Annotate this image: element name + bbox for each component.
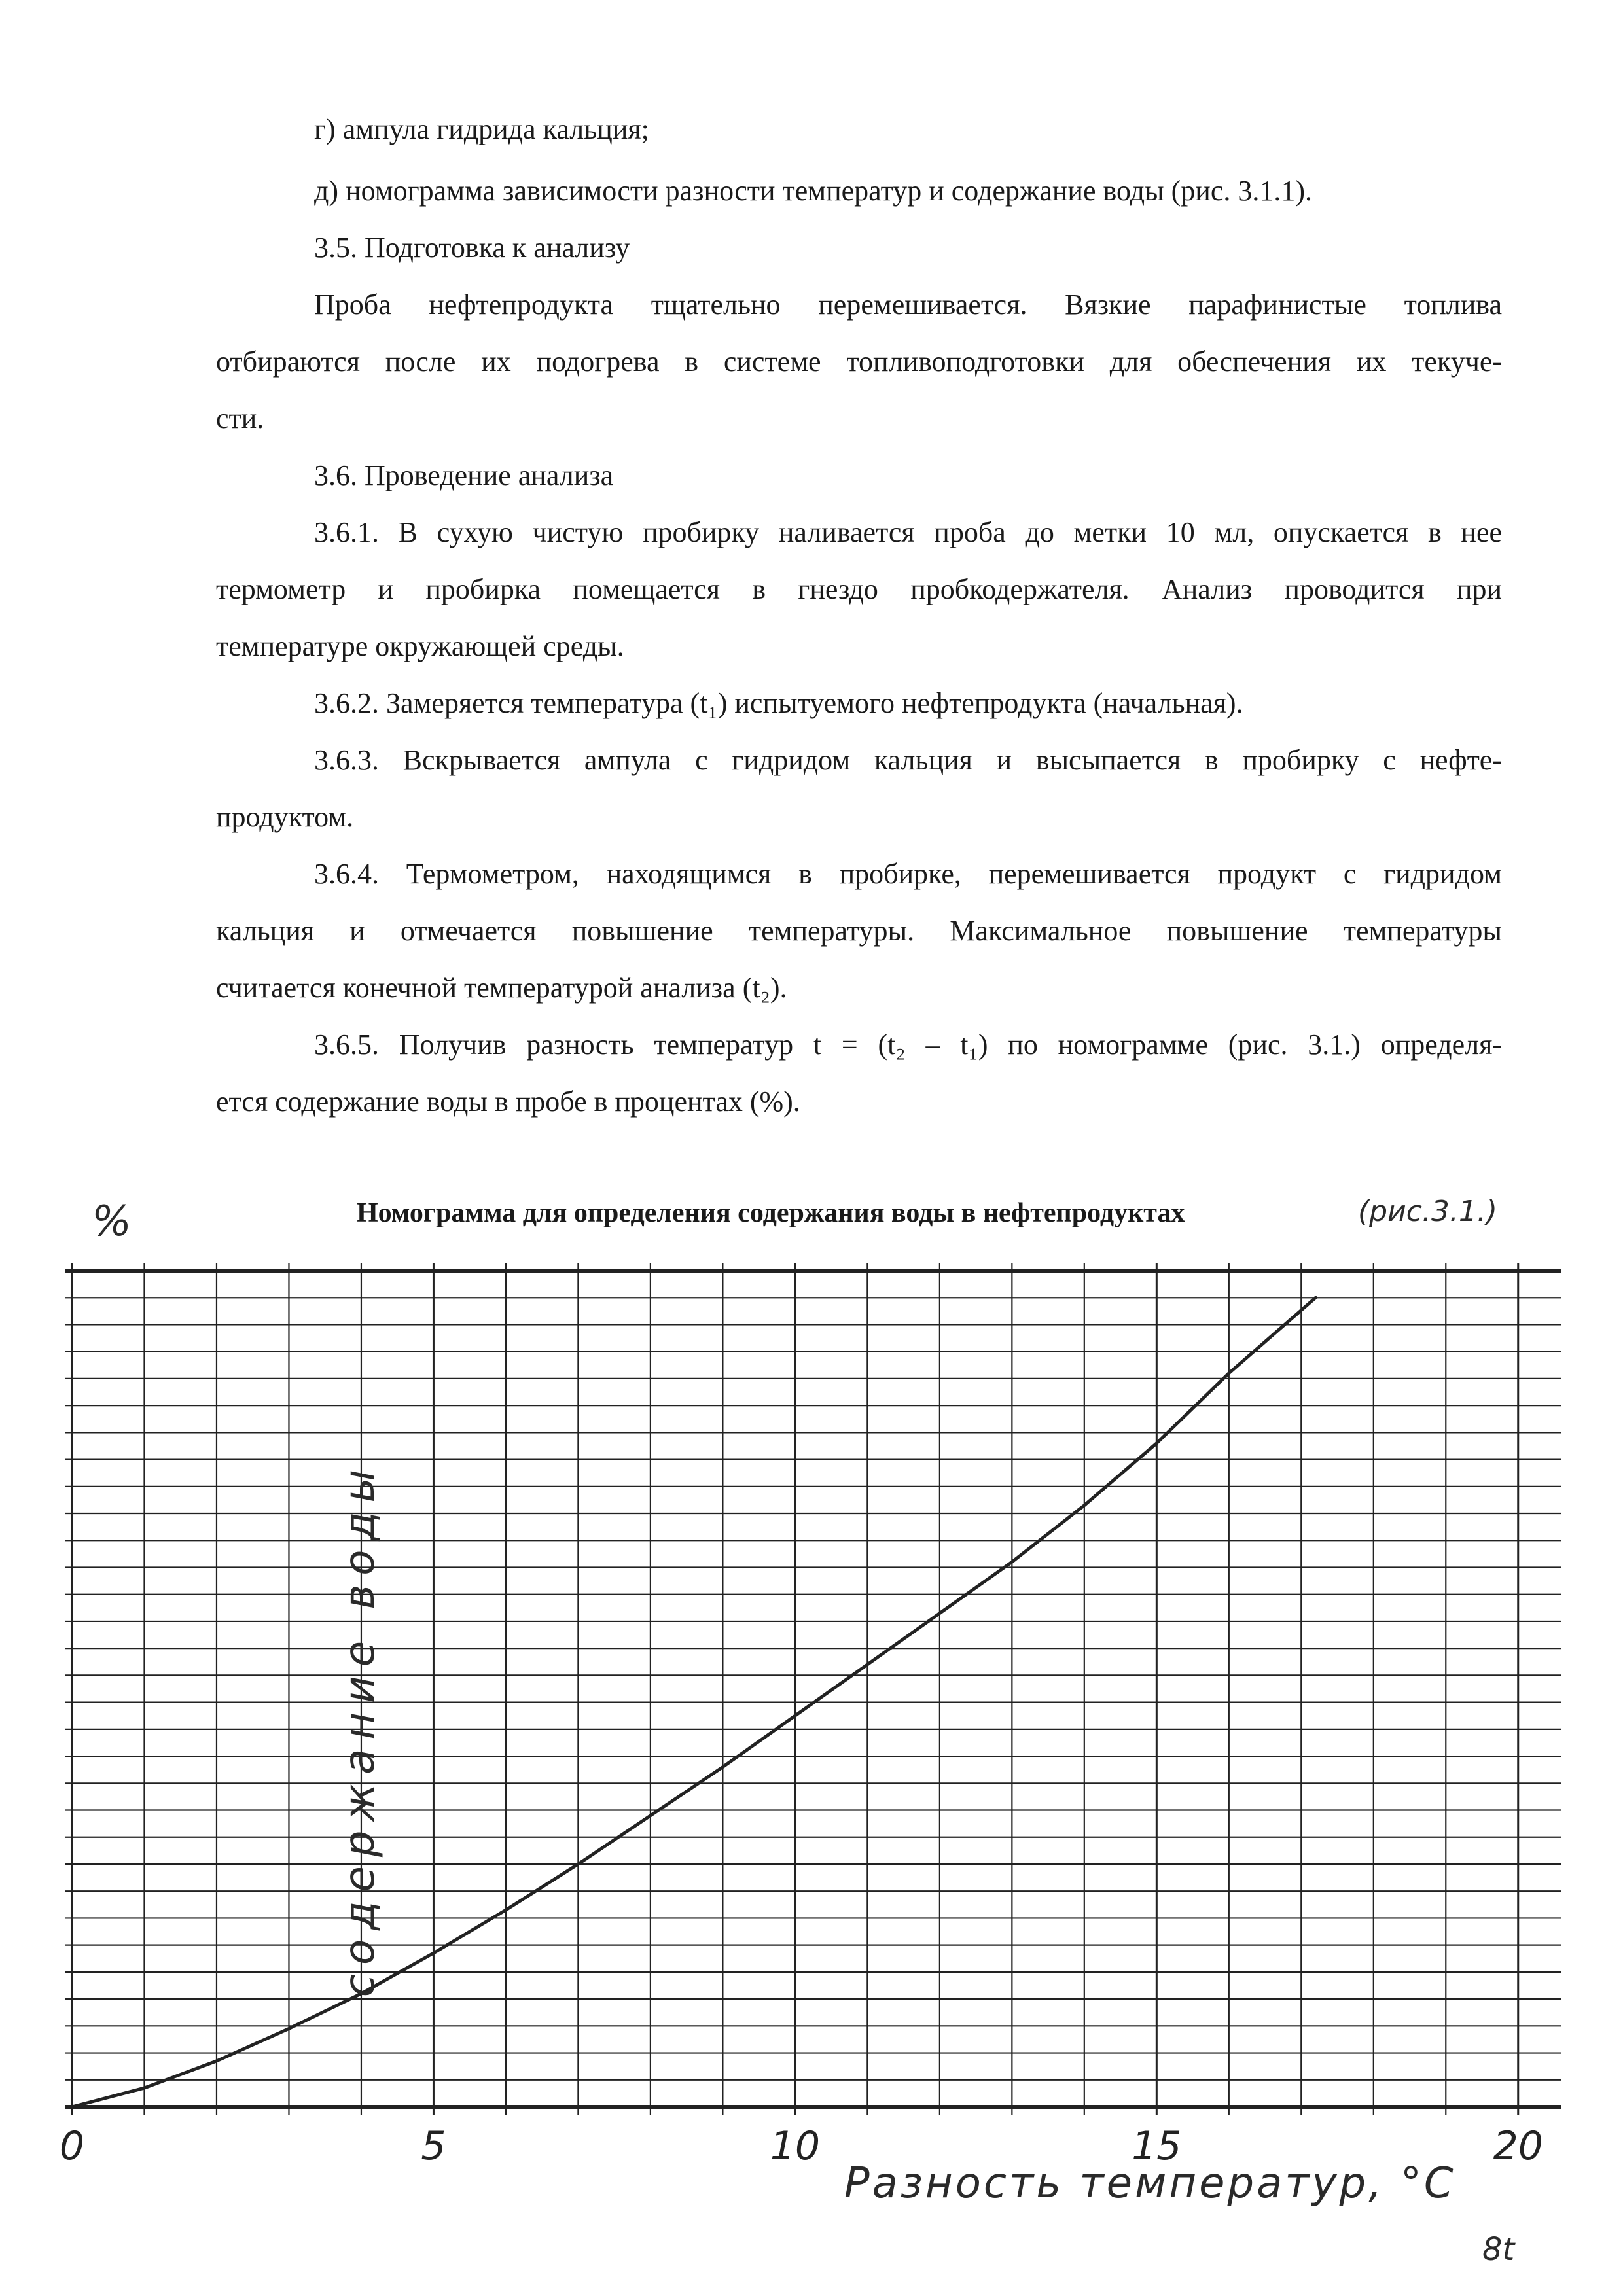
section-heading-preparation: 3.5. Подготовка к анализу (314, 232, 630, 264)
paragraph-ampoule: г) ампула гидрида кальция; (314, 113, 649, 145)
paragraph-364-line-2: кальция и отмечается повышение температуры. Максимальное повышение температуры (216, 915, 1502, 947)
paragraph-364-line-3: считается конечной температурой анализа (t₂). (216, 972, 787, 1004)
paragraph-sample-line-2: отбираются после их подогрева в системе топливоподготовки для обеспечения их текуче- (216, 345, 1502, 378)
x-tick-label: 5 (421, 2123, 446, 2169)
page-number: 8t (1482, 2231, 1515, 2268)
paragraph-365-line-2: ется содержание воды в пробе в процентах (%). (216, 1086, 800, 1118)
paragraph-364-line-1: 3.6.4. Термометром, находящимся в пробирке, перемешивается продукт с гидридом (314, 858, 1502, 890)
paragraph-361-line-1: 3.6.1. В сухую чистую пробирку наливается проба до метки 10 мл, опускается в нее (314, 516, 1502, 548)
x-tick-label: 10 (770, 2123, 821, 2169)
paragraph-365-line-1: 3.6.5. Получив разность температур t = (t₂ – t₁) по номограмме (рис. 3.1.) определя- (314, 1029, 1502, 1061)
paragraph-361-line-3: температуре окружающей среды. (216, 630, 624, 662)
paragraph-363-line-1: 3.6.3. Вскрывается ампула с гидридом кальция и высыпается в пробирку с нефте- (314, 744, 1502, 776)
x-tick-label: 15 (1132, 2123, 1182, 2169)
paragraph-363-line-2: продуктом. (216, 801, 354, 833)
paragraph-sample-line-3: сти. (216, 402, 264, 434)
percent-sign: % (92, 1197, 132, 1246)
paragraph-362: 3.6.2. Замеряется температура (t₁) испытуемого нефтепродукта (начальная). (314, 687, 1243, 719)
x-tick-label: 0 (59, 2123, 85, 2169)
paragraph-nomogram-item: д) номограмма зависимости разности температур и содержание воды (рис. 3.1.1). (314, 175, 1313, 207)
chart-title: Номограмма для определения содержания воды в нефтепродуктах (357, 1198, 1185, 1228)
paragraph-361-line-2: термометр и пробирка помещается в гнездо пробкодержателя. Анализ проводится при (216, 573, 1502, 605)
section-heading-analysis: 3.6. Проведение анализа (314, 459, 614, 491)
figure-reference: (рис.3.1.) (1358, 1195, 1497, 1228)
x-axis-label: Разность температур, °C (844, 2159, 1456, 2208)
x-tick-label: 20 (1493, 2123, 1543, 2169)
paragraph-sample-line-1: Проба нефтепродукта тщательно перемешивается. Вязкие парафинистые топлива (314, 289, 1502, 321)
y-axis-label: содержание воды (336, 1460, 384, 1998)
